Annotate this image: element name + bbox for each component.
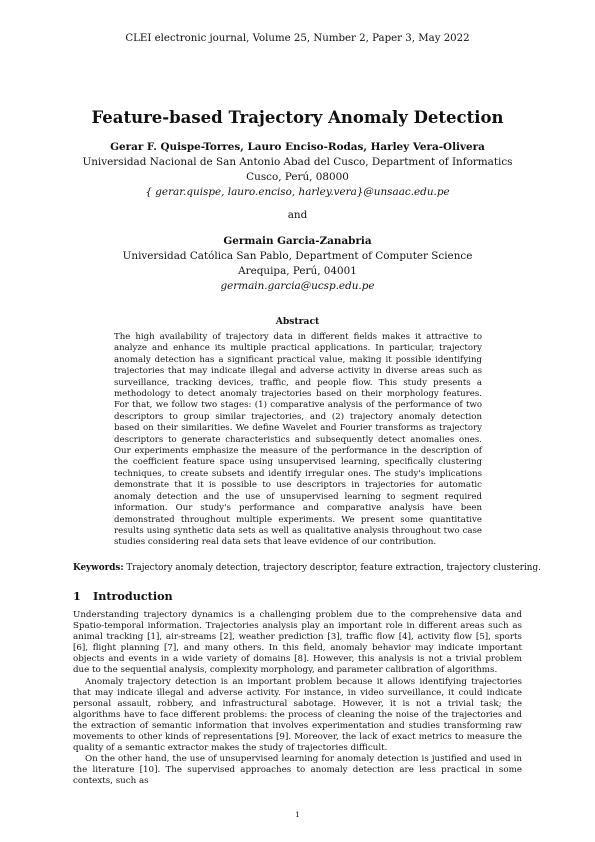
email-2: germain.garcia@ucsp.edu.pe (220, 280, 375, 292)
institution-2: Universidad Católica San Pablo, Department of Computer Science (122, 250, 473, 262)
location-2: Arequipa, Perú, 04001 (238, 265, 357, 277)
paragraph: Anomaly trajectory detection is an important problem because it allows identifying trajectories that may indicate illegal and adverse activity. For instance, in video surveillance, it could indicate personal assault, robbery, and infrastructural sabotage. However, it is not a trivial task; the algorithms have to face different problems: the process of cleaning the noise of the trajectories and the extraction of semantic information that involves experimentation and studies transforming raw movements to other kinds of representations [9]. Moreover, the lack of exact metrics to measure the quality of a semantic extractor makes the study of trajectories difficult. (73, 676, 522, 754)
keywords-text: Trajectory anomaly detection, trajectory descriptor, feature extraction, trajectory clustering. (126, 563, 541, 573)
author-list-1: Gerar F. Quispe-Torres, Lauro Enciso-Rodas, Harley Vera-Olivera (110, 141, 485, 153)
page-number: 1 (295, 810, 300, 819)
affiliation-block-1 (0, 140, 595, 200)
email-1: { gerar.quispe, lauro.enciso, harley.vera}@unsaac.edu.pe (145, 186, 450, 198)
affiliation-block-2 (0, 234, 595, 294)
section-number: 1 (73, 589, 81, 603)
paragraph: Understanding trajectory dynamics is a challenging problem due to the comprehensive data and Spatio-temporal information. Trajectories analysis play an important role in different areas such as animal tracking [1], air-streams [2], weather prediction [3], traffic flow [4], activity flow [5], sports [6], flight planning [7], and many others. In this field, anomaly behavior may indicate important objects and events in a wide variety of domains [8]. However, this analysis is not a trivial problem due to the sequential analysis, complexity morphology, and parameter calibration of algorithms. (73, 610, 522, 676)
location-1: Cusco, Perú, 08000 (246, 171, 349, 183)
abstract-heading: Abstract (275, 316, 320, 327)
running-header: CLEI electronic journal, Volume 25, Number 2, Paper 3, May 2022 (125, 33, 470, 44)
paragraph: On the other hand, the use of unsupervised learning for anomaly detection is justified and used in the literature [10]. The supervised approaches to anomaly detection are less practical in some contexts, such as (73, 754, 522, 787)
keywords (73, 562, 541, 574)
institution-1: Universidad Nacional de San Antonio Abad del Cusco, Department of Informatics (82, 156, 513, 168)
section-title: Introduction (93, 589, 173, 603)
keywords-label: Keywords: (73, 563, 124, 573)
introduction-body (73, 610, 522, 788)
section-heading-introduction (73, 589, 173, 603)
author-separator: and (287, 209, 308, 221)
abstract-text: The high availability of trajectory data in different fields makes it attractive to analyze and enhance its multiple practical applications. In particular, trajectory anomaly detection has a significant practical value, making it possible identifying trajectories that may indicate illegal and adverse activity in diverse areas such as surveillance, tracking devices, traffic, and people flow. This study presents a methodology to detect anomaly trajectories based on their morphology features. For that, we follow two stages: (1) comparative analysis of the performance of two descriptors to group similar trajectories, and (2) trajectory anomaly detection based on their similarities. We define Wavelet and Fourier transforms as trajectory descriptors to generate characteristics and subsequently detect anomalies ones. Our experiments emphasize the measure of the performance in the description of the coefficient feature space using unsupervised learning, specifically clustering techniques, to create subsets and identify irregular ones. The study's implications demonstrate that it is possible to use descriptors in trajectories for automatic anomaly detection and the use of unsupervised learning to segment required information. Our study's performance and comparative analysis have been demonstrated throughout multiple experiments. We present some quantitative results using synthetic data sets as well as qualitative analysis throughout two case studies considering real data sets that leave evidence of our contribution. (114, 332, 482, 548)
author-list-2: Germain Garcia-Zanabria (223, 235, 372, 247)
paper-title: Feature-based Trajectory Anomaly Detection (91, 108, 504, 127)
